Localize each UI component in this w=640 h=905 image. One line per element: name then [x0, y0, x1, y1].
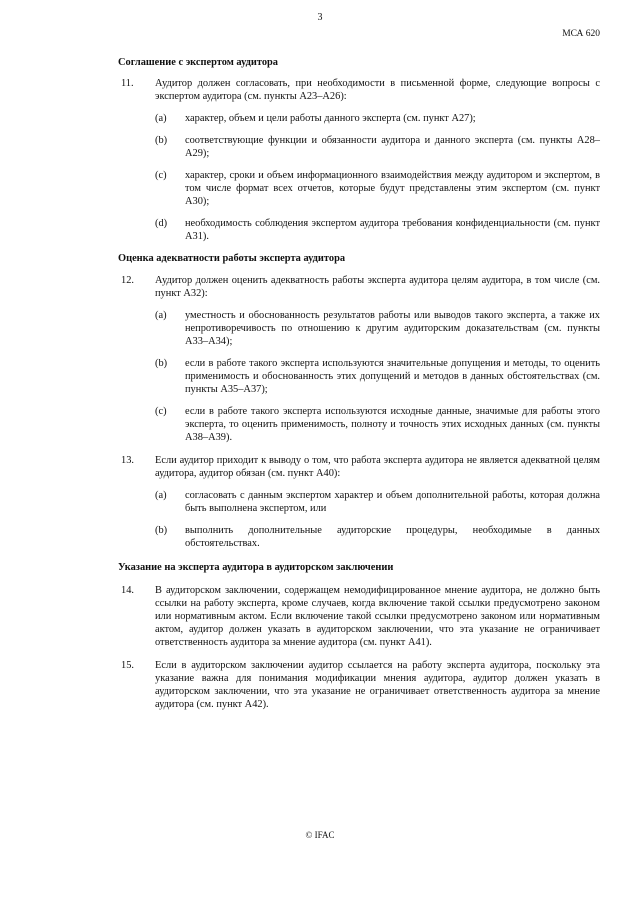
list-item [155, 489, 600, 515]
list-label: (b) [155, 135, 168, 146]
list-text: если в работе такого эксперта используются значительные допущения и методы, то оценить применимость и обоснованность этих допущений и методов в данных обстоятельствах (см. пункты А35–А37); [185, 358, 600, 395]
list-label: (d) [155, 218, 168, 229]
list-item [155, 217, 600, 243]
footer-copyright: © IFAC [305, 830, 335, 840]
list-label: (a) [155, 113, 167, 124]
page-number: 3 [317, 12, 323, 23]
list-text: согласовать с данным экспертом характер и объем дополнительной работы, которая должна быть выполнена экспертом, или [185, 490, 600, 514]
paragraph-text: В аудиторском заключении, содержащем немодифицированное мнение аудитора, не должно быть ссылки на работу эксперта, кроме случаев, когда включение такой ссылки предусмотрено законом или нормативным актом. Если включение такой ссылки предусмотрено законом или нормативным актом, аудитор должен указать в аудиторском заключении, что эта указание не ограничивает ответственность аудитора за мнение аудитора (см. пункт А41). [155, 585, 600, 648]
list-text: выполнить дополнительные аудиторские процедуры, необходимые в данных обстоятельствах. [185, 525, 600, 549]
paragraph-number: 11. [121, 78, 134, 89]
list-label: (c) [155, 406, 167, 417]
list-item [155, 524, 600, 550]
paragraph-14 [118, 584, 600, 649]
paragraph-number: 12. [121, 275, 134, 286]
list-text: уместность и обоснованность результатов работы или выводов такого эксперта, а также их непротиворечивость по отношению к другим аудиторским доказательствам (см. пункты А33–А34); [185, 310, 600, 347]
list-item [155, 112, 600, 125]
list-label: (a) [155, 490, 167, 501]
list-text: если в работе такого эксперта используются исходные данные, значимые для работы этого эксперта, то оценить применимость, полноту и точность этих исходных данных (см. пункты А38–А39). [185, 406, 600, 443]
list-label: (b) [155, 525, 168, 536]
section-heading: Указание на эксперта аудитора в аудиторском заключении [118, 562, 394, 573]
list-text: характер, объем и цели работы данного эксперта (см. пункт А27); [185, 113, 476, 124]
list-item [155, 405, 600, 444]
paragraph-text: Если аудитор приходит к выводу о том, что работа эксперта аудитора не является адекватной целям аудитора, аудитор обязан (см. пункт А40): [155, 455, 600, 479]
list-item [155, 309, 600, 348]
paragraph-number: 14. [121, 585, 134, 596]
paragraph-12 [118, 274, 600, 444]
list-text: соответствующие функции и обязанности аудитора и данного эксперта (см. пункты А28–А29); [185, 135, 600, 159]
paragraph-text: Аудитор должен оценить адекватность работы эксперта аудитора целям аудитора, в том числе (см. пункт А32): [155, 275, 600, 299]
list-label: (b) [155, 358, 168, 369]
list-text: необходимость соблюдения экспертом аудитора требования конфиденциальности (см. пункт А31). [185, 218, 600, 242]
paragraph-number: 15. [121, 660, 134, 671]
list-item [155, 134, 600, 160]
paragraph-13 [118, 454, 600, 550]
list-item [155, 169, 600, 208]
paragraph-11 [118, 77, 600, 243]
paragraph-text: Если в аудиторском заключении аудитор ссылается на работу эксперта аудитора, поскольку эта указание важна для понимания модификации мнения аудитора, аудитор должен указать в аудиторском заключении, что эта указание не ограничивает ответственность аудитора за мнение аудитора (см. пункт А42). [155, 660, 600, 710]
section-heading: Оценка адекватности работы эксперта аудитора [118, 253, 346, 264]
document-code: МСА 620 [562, 29, 600, 39]
paragraph-text: Аудитор должен согласовать, при необходимости в письменной форме, следующие вопросы с экспертом аудитора (см. пункты А23–А26): [155, 78, 600, 102]
list-item [155, 357, 600, 396]
document-body [118, 50, 600, 711]
list-text: характер, сроки и объем информационного взаимодействия между аудитором и экспертом, в том числе формат всех отчетов, которые будут представлены этим экспертом (см. пункт А30); [185, 170, 600, 207]
list-label: (a) [155, 310, 167, 321]
list-label: (c) [155, 170, 167, 181]
paragraph-15 [118, 659, 600, 711]
section-heading: Соглашение с экспертом аудитора [118, 57, 278, 68]
paragraph-number: 13. [121, 455, 134, 466]
